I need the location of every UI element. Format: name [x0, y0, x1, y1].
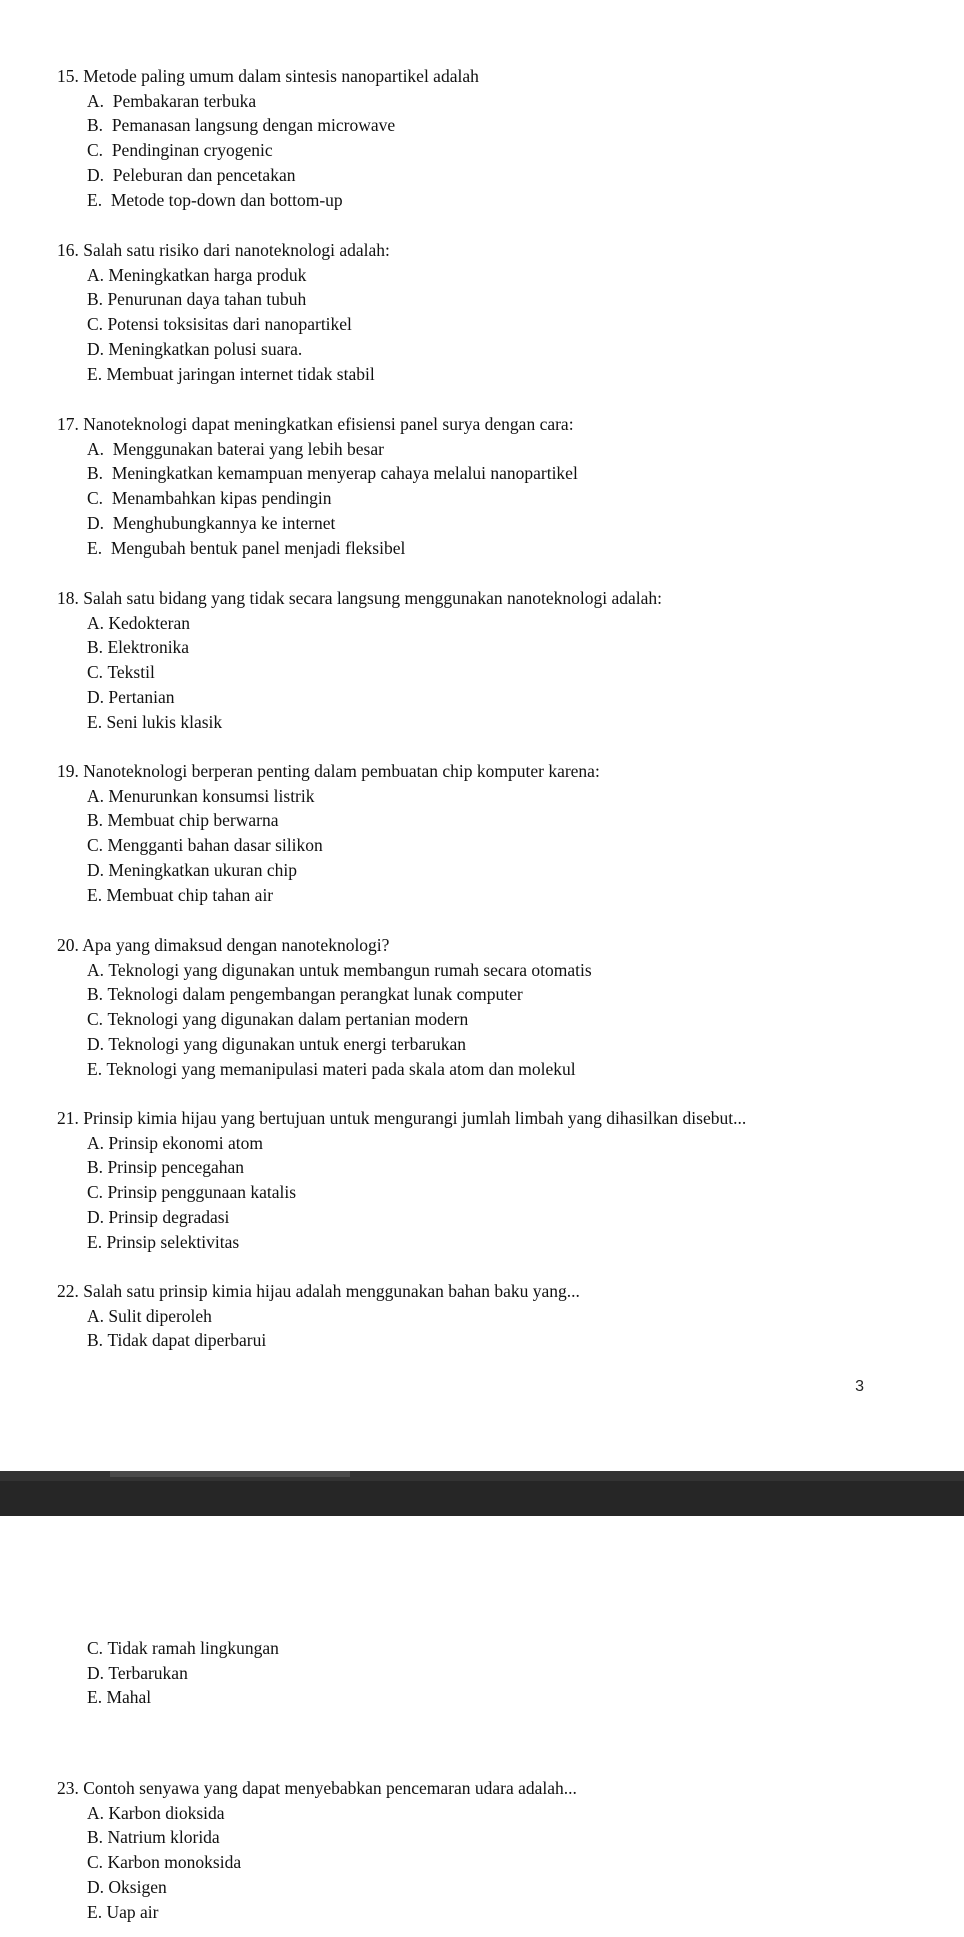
options-list — [57, 263, 937, 387]
page-number: 3 — [855, 1378, 864, 1395]
option-d: D. Meningkatkan polusi suara. — [87, 338, 303, 359]
option-b: B. Tidak dapat diperbarui — [87, 1330, 267, 1351]
option-d: D. Oksigen — [87, 1876, 167, 1897]
page-break-band — [0, 1471, 964, 1516]
option-a: A. Kedokteran — [87, 612, 191, 633]
options-list — [57, 1801, 937, 1925]
options-list — [57, 437, 937, 561]
option-a: A. Menurunkan konsumsi listrik — [87, 785, 315, 806]
option-b: B. Penurunan daya tahan tubuh — [87, 289, 307, 310]
question-18 — [57, 586, 937, 734]
option-a: A. Teknologi yang digunakan untuk membangun rumah secara otomatis — [87, 959, 592, 980]
document-page-4 — [0, 1516, 964, 1937]
question-text: 21. Prinsip kimia hijau yang bertujuan untuk mengurangi jumlah limbah yang dihasilkan disebut... — [57, 1108, 747, 1128]
option-b: B. Meningkatkan kemampuan menyerap cahaya melalui nanopartikel — [87, 463, 578, 484]
question-17 — [57, 412, 937, 560]
option-b: B. Teknologi dalam pengembangan perangkat lunak computer — [87, 984, 523, 1005]
option-e: E. Membuat jaringan internet tidak stabil — [87, 363, 375, 384]
option-e: E. Prinsip selektivitas — [87, 1231, 240, 1252]
options-list — [57, 1304, 937, 1353]
options-list — [57, 1131, 937, 1255]
option-e: E. Teknologi yang memanipulasi materi pada skala atom dan molekul — [87, 1058, 576, 1079]
option-b: B. Pemanasan langsung dengan microwave — [87, 115, 396, 136]
question-text: 15. Metode paling umum dalam sintesis nanopartikel adalah — [57, 66, 479, 86]
option-b: B. Membuat chip berwarna — [87, 810, 279, 831]
option-a: A. Meningkatkan harga produk — [87, 264, 307, 285]
option-a: A. Pembakaran terbuka — [87, 90, 257, 111]
option-d: D. Prinsip degradasi — [87, 1206, 230, 1227]
option-c: C. Prinsip penggunaan katalis — [87, 1182, 297, 1203]
option-d: D. Peleburan dan pencetakan — [87, 164, 296, 185]
option-c: C. Tidak ramah lingkungan — [87, 1638, 279, 1658]
options-list — [57, 1636, 937, 1710]
question-text: 23. Contoh senyawa yang dapat menyebabkan pencemaran udara adalah... — [57, 1778, 577, 1798]
option-b: B. Prinsip pencegahan — [87, 1157, 244, 1178]
question-text: 20. Apa yang dimaksud dengan nanoteknologi? — [57, 935, 390, 955]
option-b: B. Elektronika — [87, 637, 190, 658]
option-c: C. Mengganti bahan dasar silikon — [87, 835, 323, 856]
option-d: D. Meningkatkan ukuran chip — [87, 859, 297, 880]
question-text: 19. Nanoteknologi berperan penting dalam pembuatan chip komputer karena: — [57, 761, 600, 781]
question-20 — [57, 933, 937, 1081]
option-d: D. Teknologi yang digunakan untuk energi terbarukan — [87, 1033, 466, 1054]
question-text: 22. Salah satu prinsip kimia hijau adalah menggunakan bahan baku yang... — [57, 1281, 580, 1301]
options-list — [57, 89, 937, 213]
option-a: A. Prinsip ekonomi atom — [87, 1132, 263, 1153]
option-e: E. Mahal — [87, 1687, 152, 1708]
option-e: E. Mengubah bentuk panel menjadi fleksibel — [87, 537, 406, 558]
option-c: C. Pendinginan cryogenic — [87, 140, 273, 161]
option-e: E. Seni lukis klasik — [87, 711, 223, 732]
question-text: 18. Salah satu bidang yang tidak secara langsung menggunakan nanoteknologi adalah: — [57, 588, 663, 608]
option-d: D. Pertanian — [87, 686, 175, 707]
question-15 — [57, 64, 937, 212]
option-c: C. Teknologi yang digunakan dalam pertanian modern — [87, 1009, 469, 1030]
option-a: A. Menggunakan baterai yang lebih besar — [87, 438, 384, 459]
option-e: E. Metode top-down dan bottom-up — [87, 189, 343, 210]
question-19 — [57, 759, 937, 907]
option-c: C. Tekstil — [87, 662, 155, 683]
option-a: A. Sulit diperoleh — [87, 1305, 212, 1326]
options-list — [57, 611, 937, 735]
question-21 — [57, 1106, 937, 1254]
question-text: 16. Salah satu risiko dari nanoteknologi adalah: — [57, 240, 390, 260]
question-22-continued — [57, 1636, 937, 1710]
option-b: B. Natrium klorida — [87, 1827, 220, 1848]
question-16 — [57, 238, 937, 386]
option-c: C. Karbon monoksida — [87, 1852, 242, 1873]
option-e: E. Uap air — [87, 1901, 159, 1922]
options-list — [57, 958, 937, 1082]
band-glyph-remnant — [110, 1471, 350, 1477]
option-c: C. Potensi toksisitas dari nanopartikel — [87, 314, 352, 335]
question-22 — [57, 1279, 937, 1353]
option-c: C. Menambahkan kipas pendingin — [87, 488, 332, 509]
options-list — [57, 784, 937, 908]
option-a: A. Karbon dioksida — [87, 1802, 225, 1823]
question-text: 17. Nanoteknologi dapat meningkatkan efisiensi panel surya dengan cara: — [57, 414, 574, 434]
option-d: D. Terbarukan — [87, 1662, 188, 1683]
question-23 — [57, 1776, 937, 1924]
option-e: E. Membuat chip tahan air — [87, 884, 274, 905]
option-d: D. Menghubungkannya ke internet — [87, 512, 336, 533]
